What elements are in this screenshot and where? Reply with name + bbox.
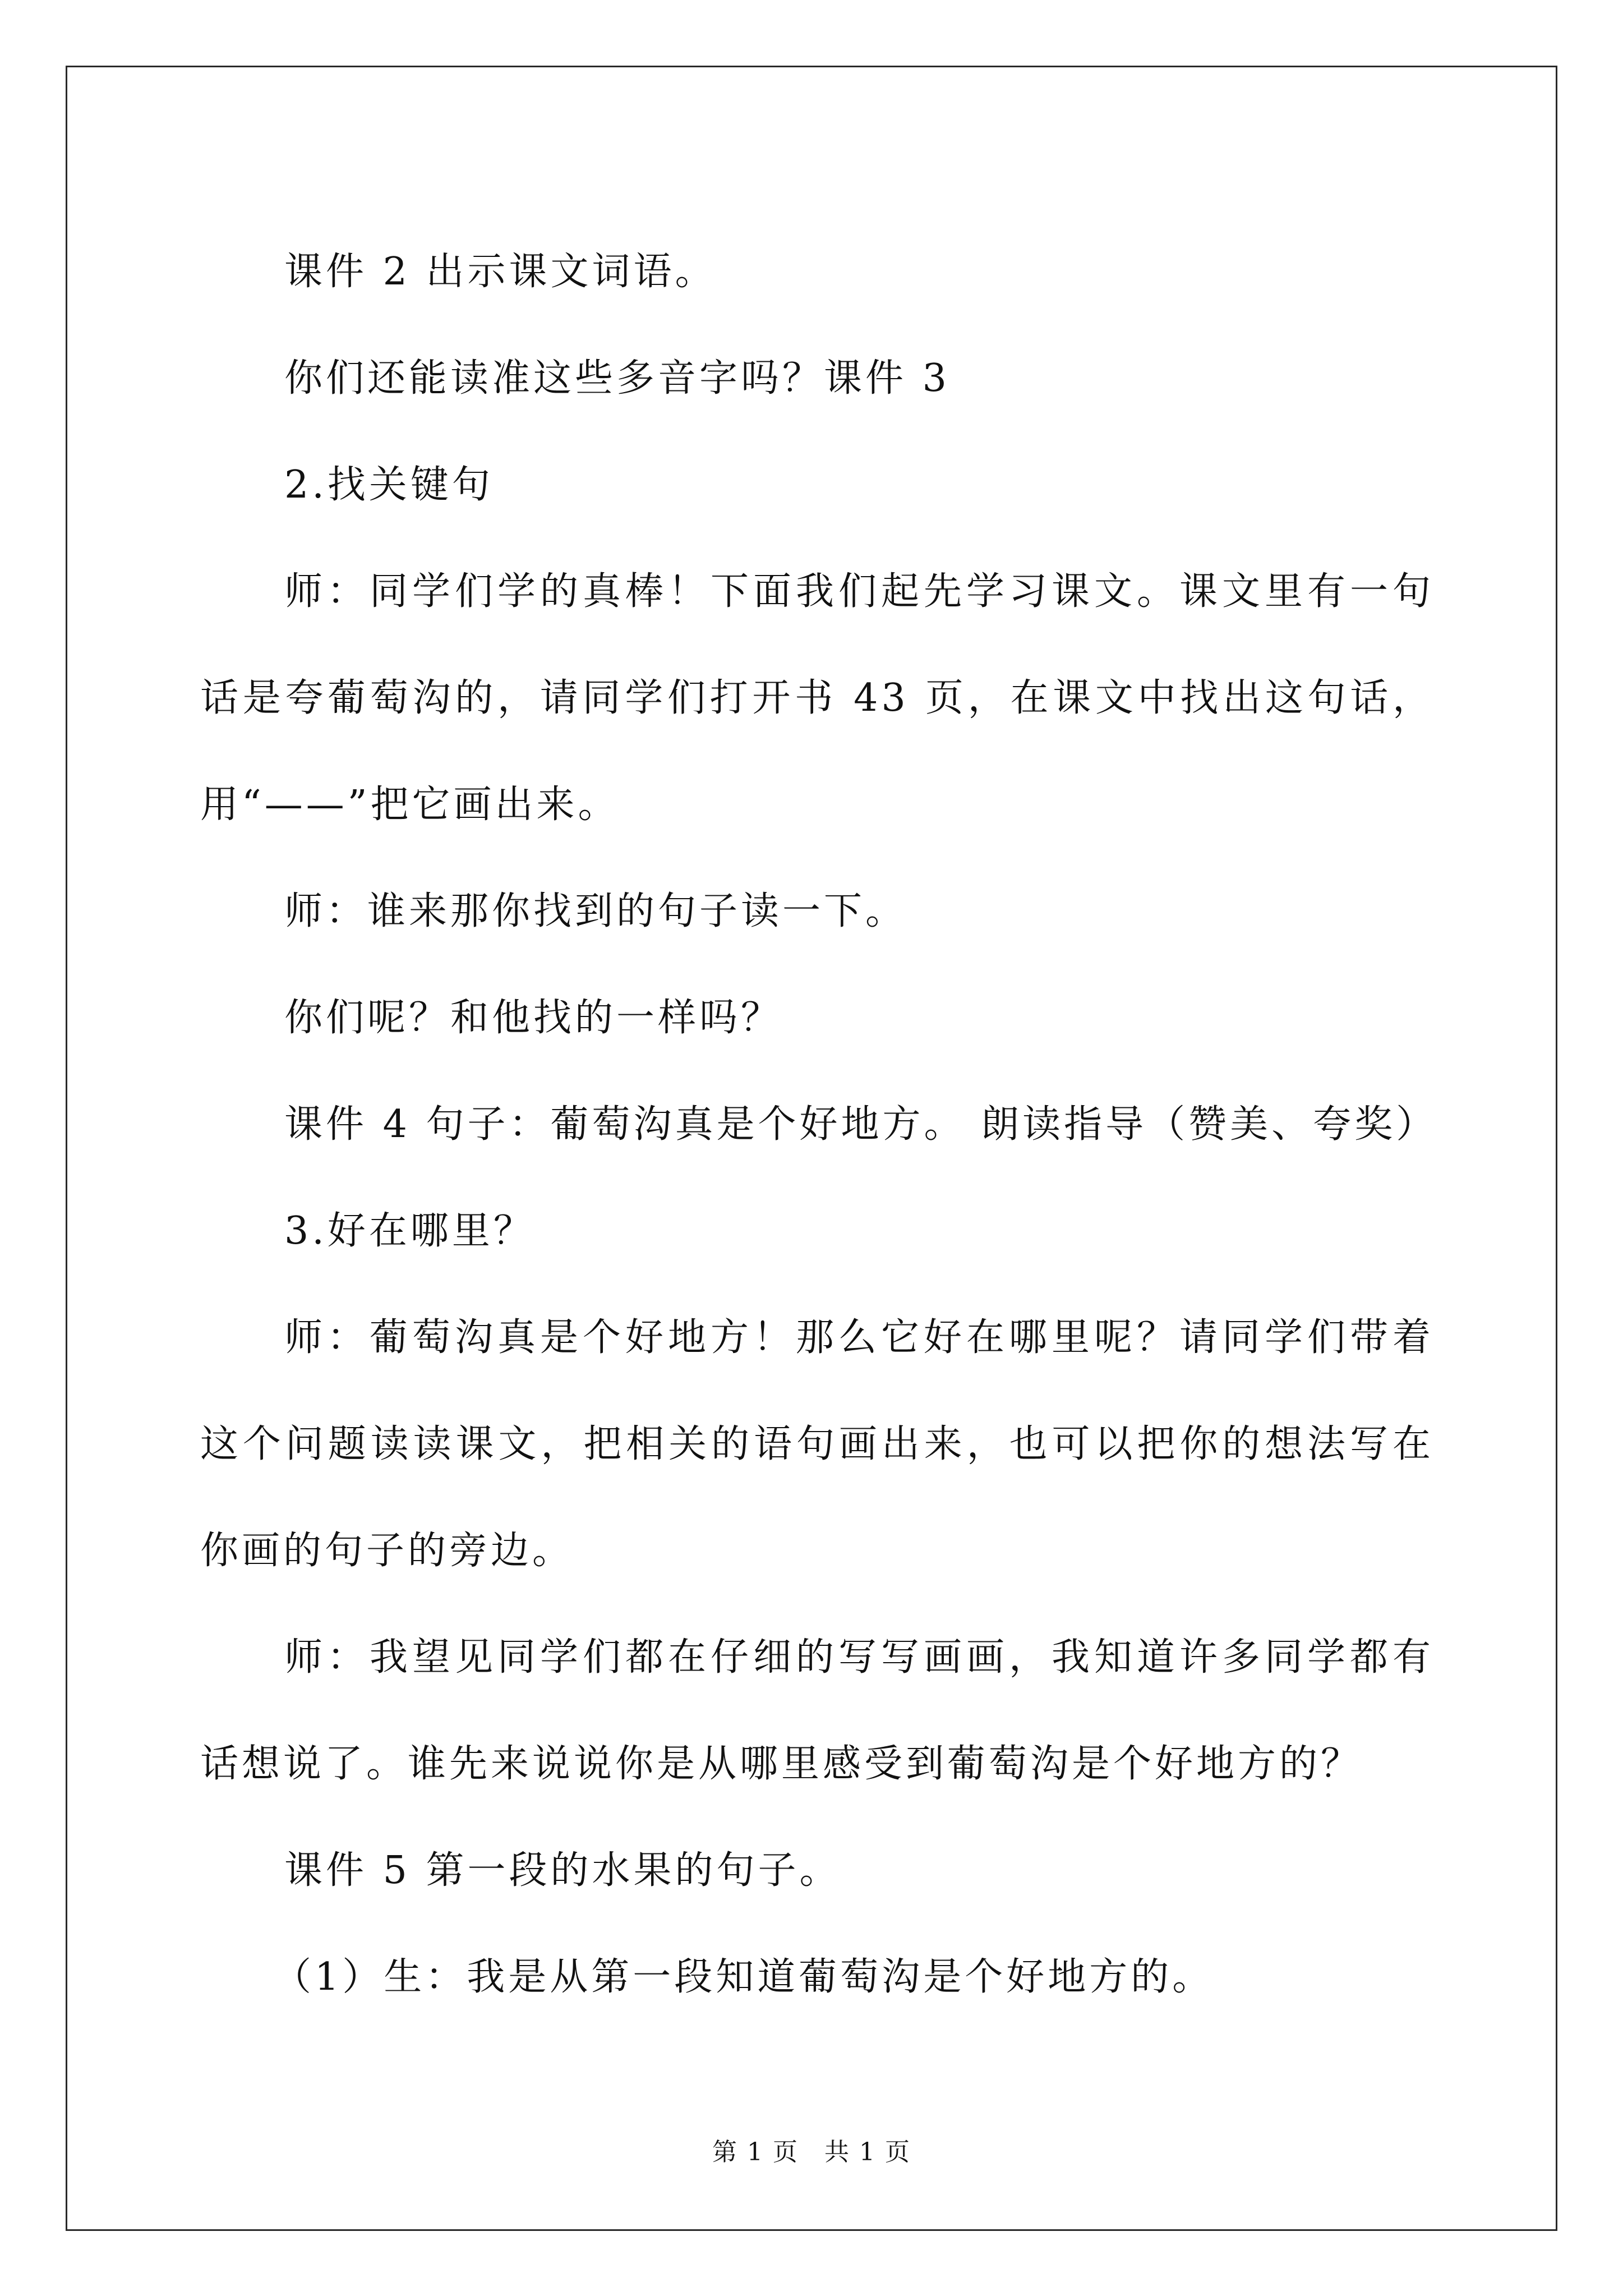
- paragraph-10: 师：我望见同学们都在仔细的写写画画，我知道许多同学都有话想说了。谁先来说说你是从哪里感受到葡萄沟是个好地方的？: [200, 1635, 1434, 1786]
- paragraph-7: 课件 4 句子：葡萄沟真是个好地方。 朗读指导（赞美、夸奖）: [284, 1102, 1438, 1147]
- document-body: [200, 219, 1438, 2031]
- paragraph-9: 师：葡萄沟真是个好地方！那么它好在哪里呢？请同学们带着这个问题读读课文，把相关的语句画出来，也可以把你的想法写在你画的句子的旁边。: [200, 1315, 1434, 1573]
- paragraph-8: 3.好在哪里？: [284, 1209, 535, 1253]
- paragraph-6: 你们呢？和他找的一样吗？: [284, 996, 783, 1040]
- paragraph-1: 课件 2 出示课文词语。: [284, 250, 717, 294]
- paragraph-11: 课件 5 第一段的水果的句子。: [284, 1848, 841, 1893]
- page-footer: 第 1 页 共 1 页: [712, 2138, 911, 2166]
- paragraph-3: 2.找关键句: [284, 463, 494, 507]
- paragraph-4: 师：同学们学的真棒！下面我们起先学习课文。课文里有一句话是夸葡萄沟的，请同学们打开书 43 页，在课文中找出这句话，用“——”把它画出来。: [200, 569, 1434, 827]
- paragraph-2: 你们还能读准这些多音字吗？课件 3: [284, 356, 950, 401]
- paragraph-12: （1）生：我是从第一段知道葡萄沟是个好地方的。: [273, 1955, 1214, 1999]
- paragraph-5: 师：谁来那你找到的句子读一下。: [284, 889, 907, 933]
